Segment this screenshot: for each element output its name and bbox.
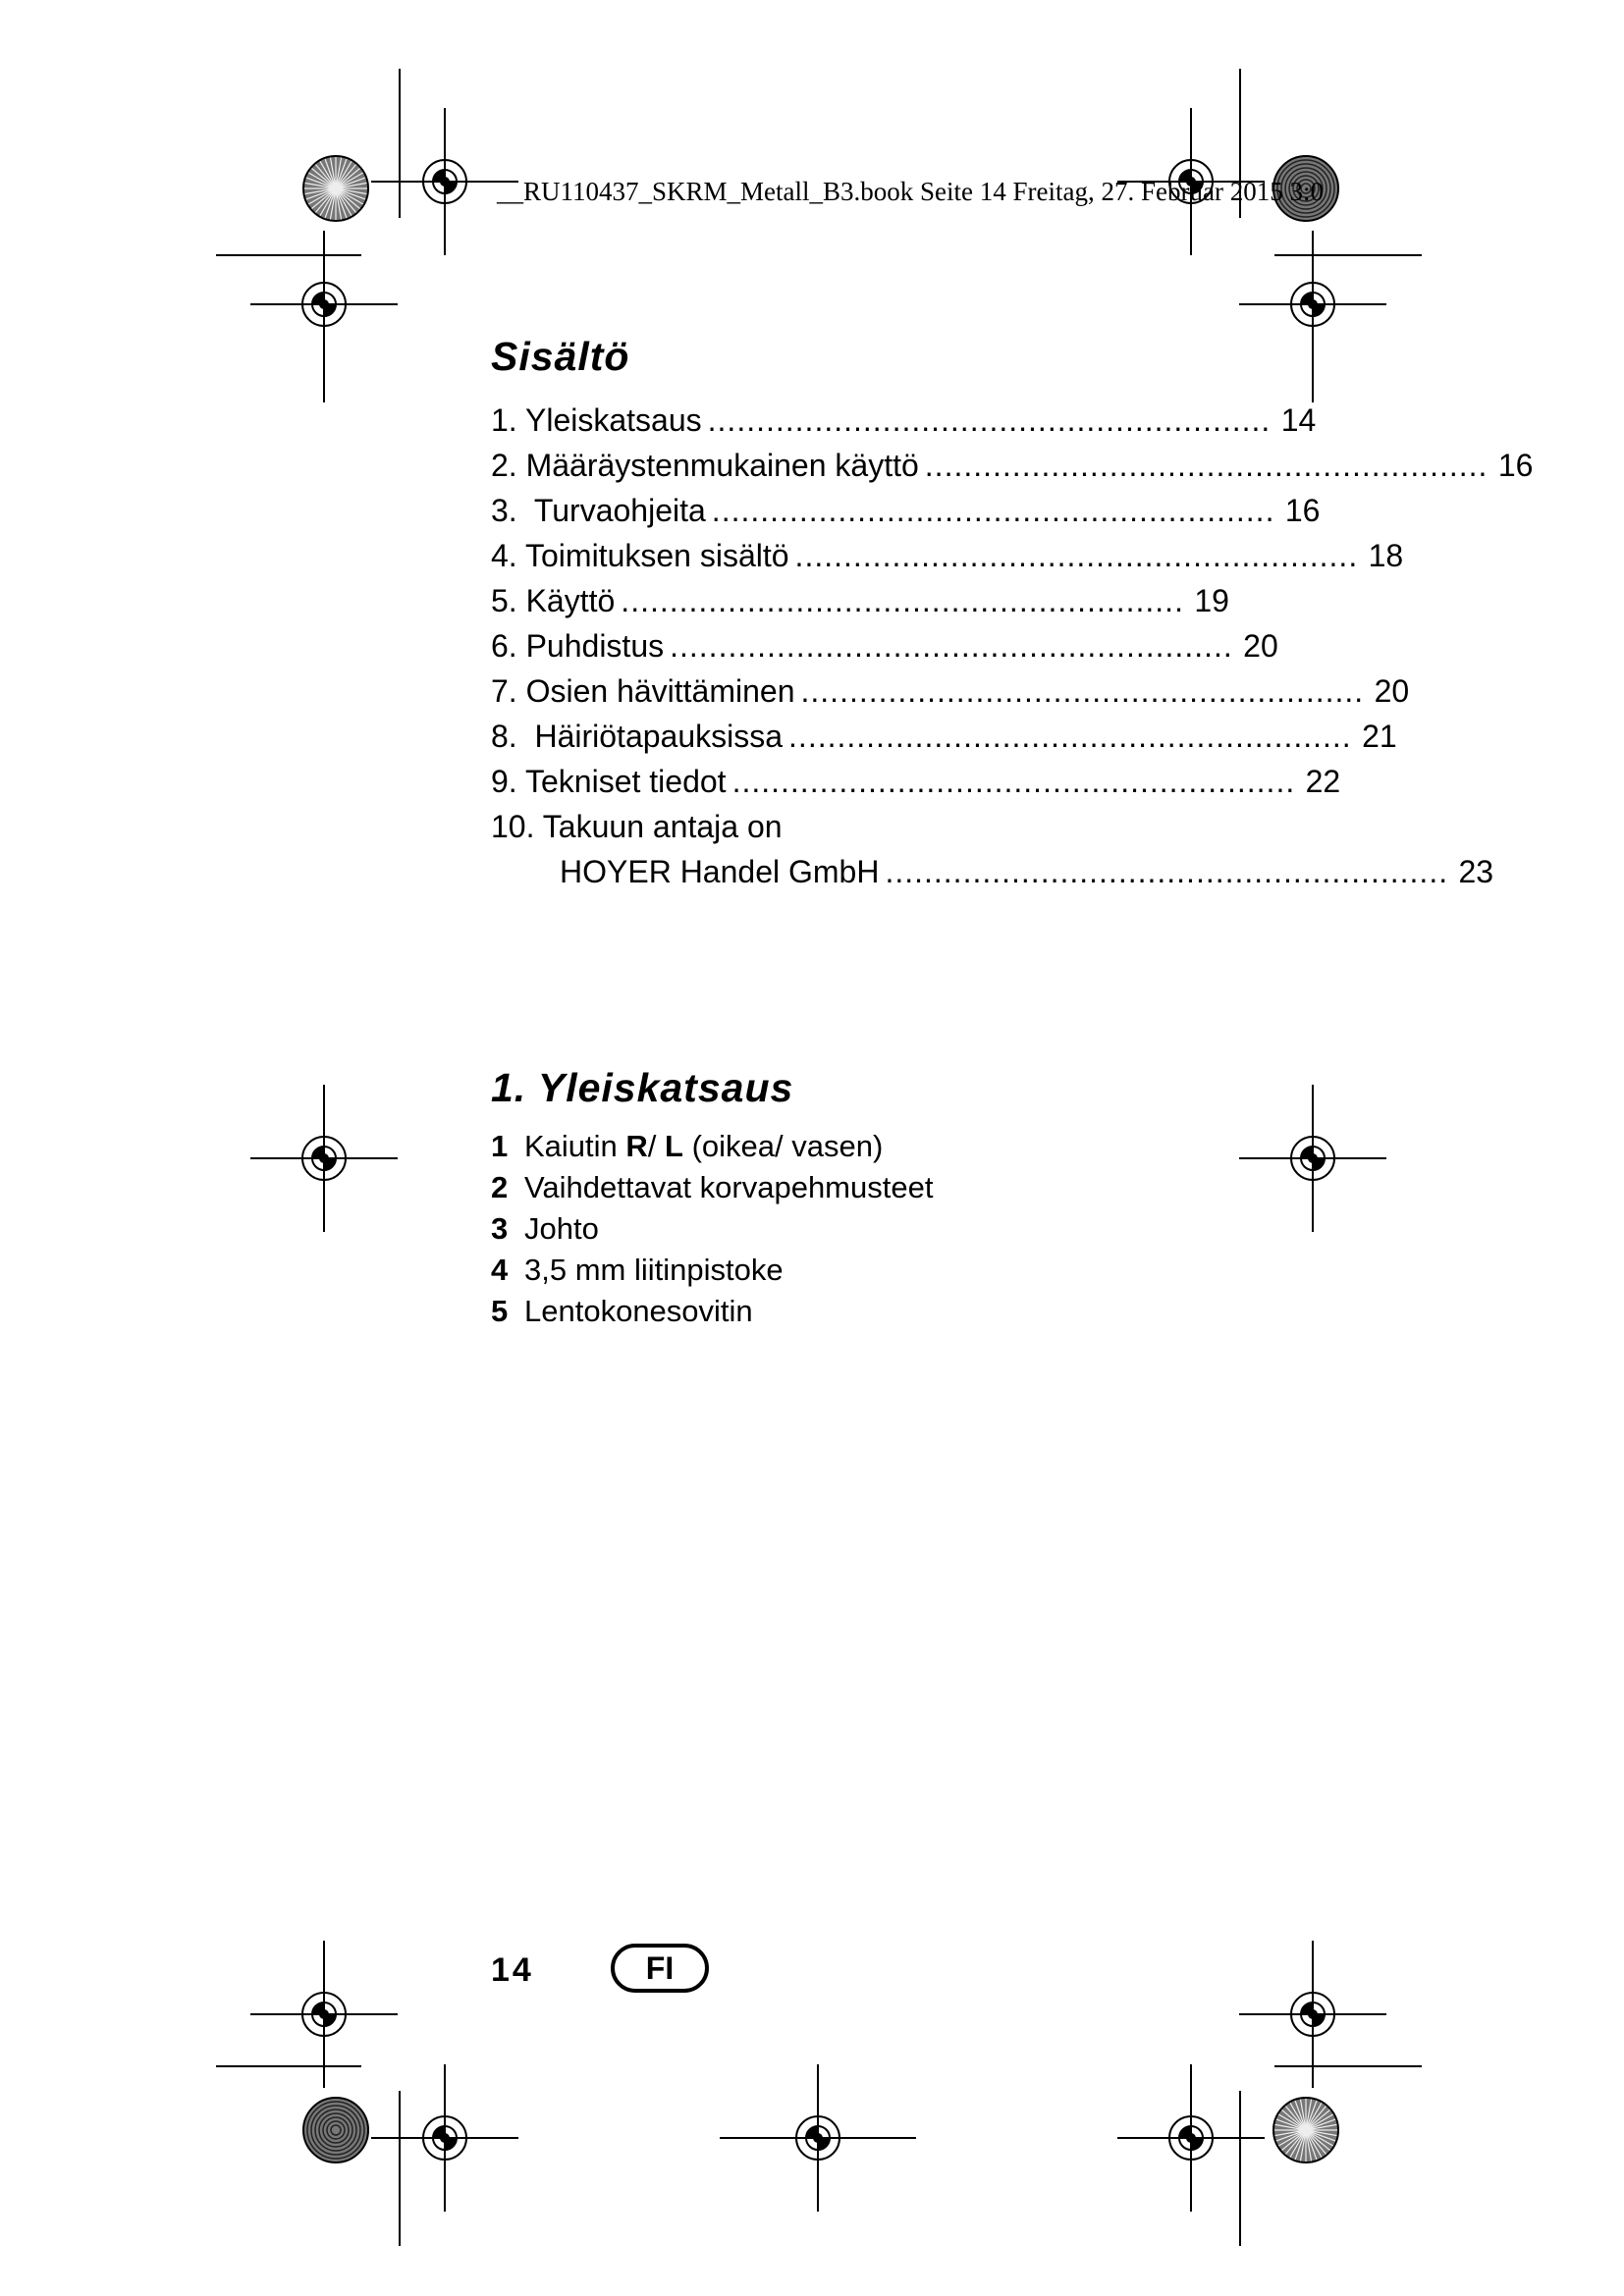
list-item: 2 Vaihdettavat korvapehmusteet	[491, 1170, 934, 1204]
language-badge: FI	[611, 1944, 709, 1993]
toc-item: 4. Toimituksen sisältö .......................................................... 18	[491, 538, 1404, 573]
list-item: 4 3,5 mm liitinpistoke	[491, 1253, 784, 1287]
toc-item: 2. Määräystenmukainen käyttö .......................................................... 16	[491, 448, 1534, 483]
list-item: 5 Lentokonesovitin	[491, 1294, 753, 1328]
toc-item: 6. Puhdistus .......................................................... 20	[491, 628, 1278, 664]
color-wheel-icon	[303, 2098, 368, 2163]
registration-crosshair-icon	[371, 2064, 518, 2212]
registration-crosshair-icon	[250, 1085, 398, 1232]
color-wheel-icon	[1273, 2098, 1338, 2163]
toc-title: Sisältö	[491, 334, 630, 379]
page-number: 14	[491, 1951, 534, 1989]
registration-crosshair-icon	[1239, 231, 1386, 378]
list-item: 1 Kaiutin R/ L (oikea/ vasen)	[491, 1129, 884, 1163]
toc-item: 1. Yleiskatsaus .......................................................... 14	[491, 402, 1317, 438]
toc-item: 3. Turvaohjeita .......................................................... 16	[491, 493, 1321, 528]
section-title: 1. Yleiskatsaus	[491, 1065, 794, 1110]
color-wheel-icon	[303, 156, 368, 221]
toc-item: 10. Takuun antaja on	[491, 809, 783, 844]
parts-list	[491, 1129, 933, 1335]
toc-item: 7. Osien hävittäminen .......................................................... 20	[491, 673, 1410, 709]
toc-item: 8. Häiriötapauksissa .......................................................... 21	[491, 719, 1397, 754]
registration-crosshair-icon	[1117, 2064, 1265, 2212]
print-slug: __RU110437_SKRM_Metall_B3.book Seite 14 Freitag, 27. Februar 2015 3:0	[497, 177, 1324, 206]
toc-item: 9. Tekniset tiedot .......................................................... 22	[491, 764, 1341, 799]
registration-crosshair-icon	[1239, 1085, 1386, 1232]
toc-item-continued: HOYER Handel GmbH .......................................................... 23	[560, 854, 1494, 889]
table-of-contents	[491, 402, 1534, 899]
list-item: 3 Johto	[491, 1211, 599, 1246]
toc-item: 5. Käyttö .......................................................... 19	[491, 583, 1229, 618]
registration-crosshair-icon	[250, 231, 398, 378]
